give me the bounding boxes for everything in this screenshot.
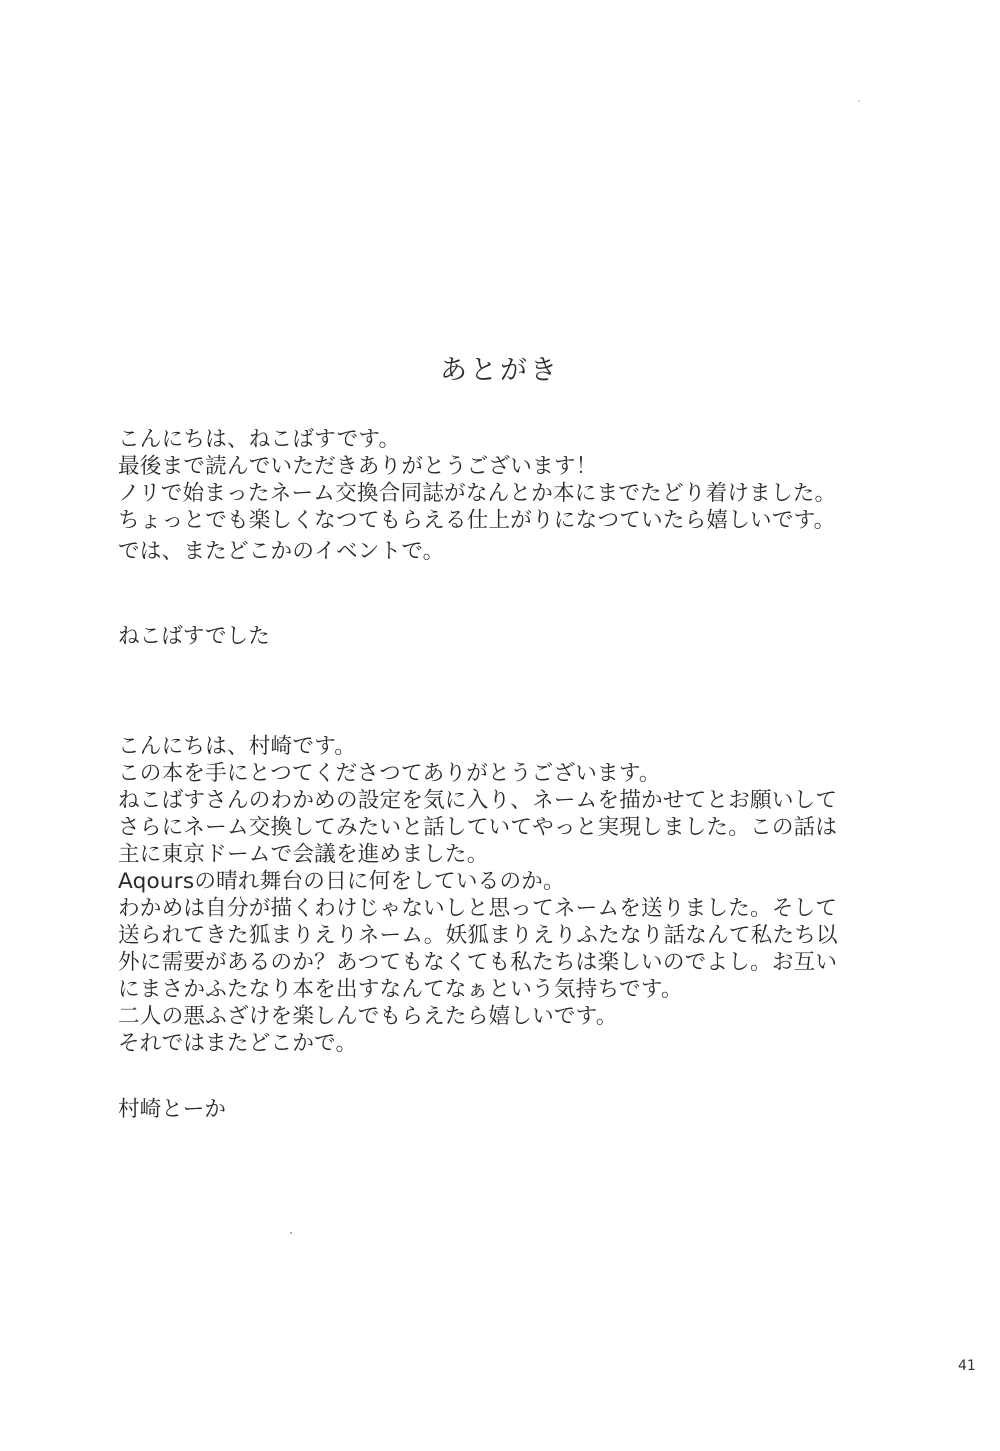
paragraph-line: では、またどこかのイベントで。 xyxy=(118,539,445,564)
paragraph-line: 最後まで読んでいただきありがとうございます！ xyxy=(118,454,598,479)
paragraph-line: こんにちは、ねこばすです。 xyxy=(118,427,401,452)
afterword-section-nekobasu xyxy=(118,426,908,534)
page-number: 41 xyxy=(958,1358,976,1374)
paragraph-line: 主に東京ドームで会議を進めました。 xyxy=(118,842,489,867)
paragraph-line: 二人の悪ふざけを楽しんでもらえたら嬉しいです。 xyxy=(118,1004,618,1029)
paragraph-line: 外に需要があるのか？あつてもなくても私たちは楽しいのでよし。お互い xyxy=(118,950,838,975)
paragraph-line: ねこばすさんのわかめの設定を気に入り、ネームを描かせてとお願いして xyxy=(118,788,838,813)
closing-line xyxy=(118,538,908,565)
signature-text: ねこばすでした xyxy=(118,624,270,649)
paragraph-line: ちょっとでも楽しくなつてもらえる仕上がりになつていたら嬉しいです。 xyxy=(118,508,836,533)
paragraph-line: にまさかふたなり本を出すなんてなぁという気持ちです。 xyxy=(118,977,683,1002)
paper-speck xyxy=(290,1232,292,1234)
afterword-section-murasaki xyxy=(118,733,908,1057)
paragraph-line: さらにネーム交換してみたいと話していてやっと実現しました。この話は xyxy=(118,815,838,840)
paper-speck xyxy=(858,100,860,102)
page-title: あとがき xyxy=(440,355,560,386)
paragraph-line: こんにちは、村崎です。 xyxy=(118,734,357,759)
signature-text: 村崎とーか xyxy=(118,1097,226,1122)
paragraph-line: それではまたどこかで。 xyxy=(118,1031,358,1056)
paragraph-line: Aqoursの晴れ舞台の日に何をしているのか。 xyxy=(118,869,565,894)
paragraph-line: 送られてきた狐まりえりネーム。妖狐まりえりふたなり話なんて私たち以 xyxy=(118,923,838,948)
signature-murasaki xyxy=(118,1096,908,1123)
paragraph-line: この本を手にとつてくださつてありがとうございます。 xyxy=(118,761,661,786)
paragraph-line: わかめは自分が描くわけじゃないしと思ってネームを送りました。そして xyxy=(118,896,838,921)
paragraph-line: ノリで始まったネーム交換合同誌がなんとか本にまでたどり着けました。 xyxy=(118,481,837,506)
signature-nekobasu xyxy=(118,623,908,650)
